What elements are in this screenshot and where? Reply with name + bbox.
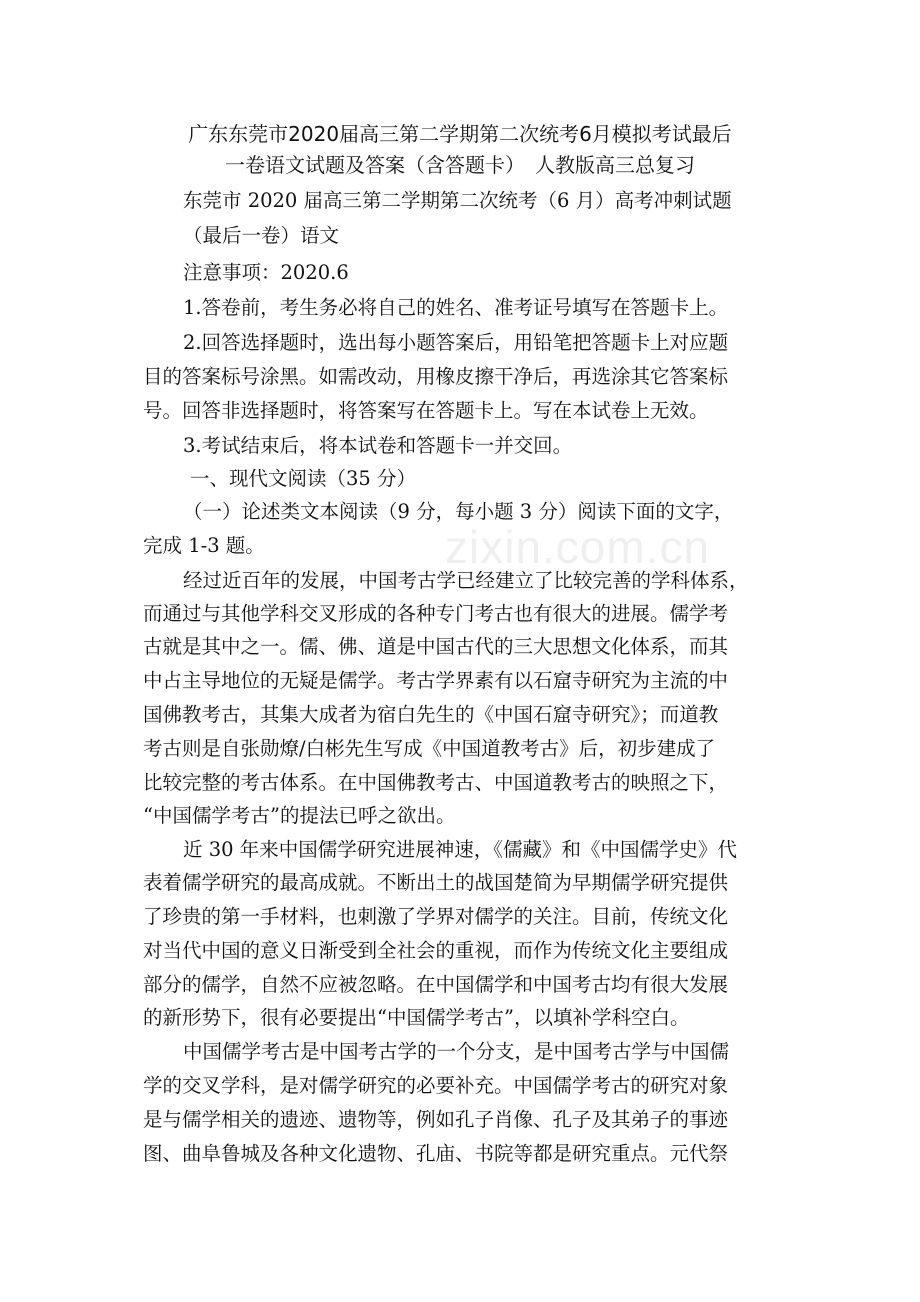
- paragraph-line: 的新形势下，很有必要提出“中国儒学考古”，以填补学科空白。: [143, 1006, 690, 1029]
- paragraph-line: 中国儒学考古是中国考古学的一个分支，是中国考古学与中国儒: [183, 1040, 730, 1063]
- paragraph-line: 而通过与其他学科交叉形成的各种专门考古也有很大的进展。儒学考: [143, 602, 729, 625]
- paragraph-line: 是与儒学相关的遗迹、遗物等，例如孔子肖像、孔子及其弟子的事迹: [143, 1108, 729, 1131]
- paragraph-line: 比较完整的考古体系。在中国佛教考古、中国道教考古的映照之下，: [143, 771, 729, 794]
- notice-item-1: 1.答卷前，考生务必将自己的姓名、准考证号填写在答题卡上。: [183, 296, 729, 319]
- body-line: 完成 1-3 题。: [143, 534, 265, 557]
- paragraph-line: 表着儒学研究的最高成就。不断出土的战国楚简为早期儒学研究提供: [143, 871, 729, 894]
- notice-item-2: 2.回答选择题时，选出每小题答案后，用铅笔把答题卡上对应题: [183, 331, 729, 354]
- site-watermark: zixin.com.cn: [445, 521, 711, 573]
- paragraph-line: 学的交叉学科，是对儒学研究的必要补充。中国儒学考古的研究对象: [143, 1074, 729, 1097]
- document-title-line-2: 一卷语文试题及答案（含答题卡） 人教版高三总复习: [225, 153, 695, 177]
- paragraph-line: 古就是其中之一。儒、佛、道是中国古代的三大思想文化体系，而其: [143, 635, 729, 658]
- notice-item-3: 3.考试结束后，将本试卷和答题卡一并交回。: [183, 434, 573, 457]
- paragraph-line: 了珍贵的第一手材料，也刺激了学界对儒学的关注。目前，传统文化: [143, 905, 729, 928]
- paragraph-line: 考古则是自张勋燎/白彬先生写成《中国道教考古》后，初步建成了: [143, 737, 716, 760]
- section-heading: 一、现代文阅读（35 分）: [190, 467, 417, 490]
- document-title-line-1: 广东东莞市2020届高三第二学期第二次统考6月模拟考试最后: [188, 122, 732, 146]
- exam-heading-line-1: 东莞市 2020 届高三第二学期第二次统考（6 月）高考冲刺试题: [183, 189, 732, 212]
- paragraph-line: 中占主导地位的无疑是儒学。考古学界素有以石窟寺研究为主流的中: [143, 669, 729, 692]
- paragraph-line: 国佛教考古，其集大成者为宿白先生的《中国石窟寺研究》；而道教: [143, 703, 719, 726]
- exam-heading-line-2: （最后一卷）语文: [183, 224, 340, 247]
- body-line: 目的答案标号涂黑。如需改动，用橡皮擦干净后，再选涂其它答案标: [143, 365, 729, 388]
- body-line: 号。回答非选择题时，将答案写在答题卡上。写在本试卷上无效。: [143, 399, 709, 422]
- paragraph-line: 经过近百年的发展，中国考古学已经建立了比较完善的学科体系，: [183, 569, 749, 592]
- paragraph-line: 部分的儒学，自然不应被忽略。在中国儒学和中国考古均有很大发展: [143, 973, 729, 996]
- paragraph-line: “中国儒学考古”的提法已呼之欲出。: [143, 804, 456, 827]
- notice-heading: 注意事项：2020.6: [183, 261, 349, 284]
- paragraph-line: 图、曲阜鲁城及各种文化遗物、孔庙、书院等都是研究重点。元代祭: [143, 1142, 729, 1165]
- paragraph-line: 近 30 年来中国儒学研究进展神速，《儒藏》和《中国儒学史》代: [183, 838, 737, 861]
- subsection-heading: （一）论述类文本阅读（9 分，每小题 3 分）阅读下面的文字，: [183, 500, 734, 523]
- paragraph-line: 对当代中国的意义日渐受到全社会的重视，而作为传统文化主要组成: [143, 939, 729, 962]
